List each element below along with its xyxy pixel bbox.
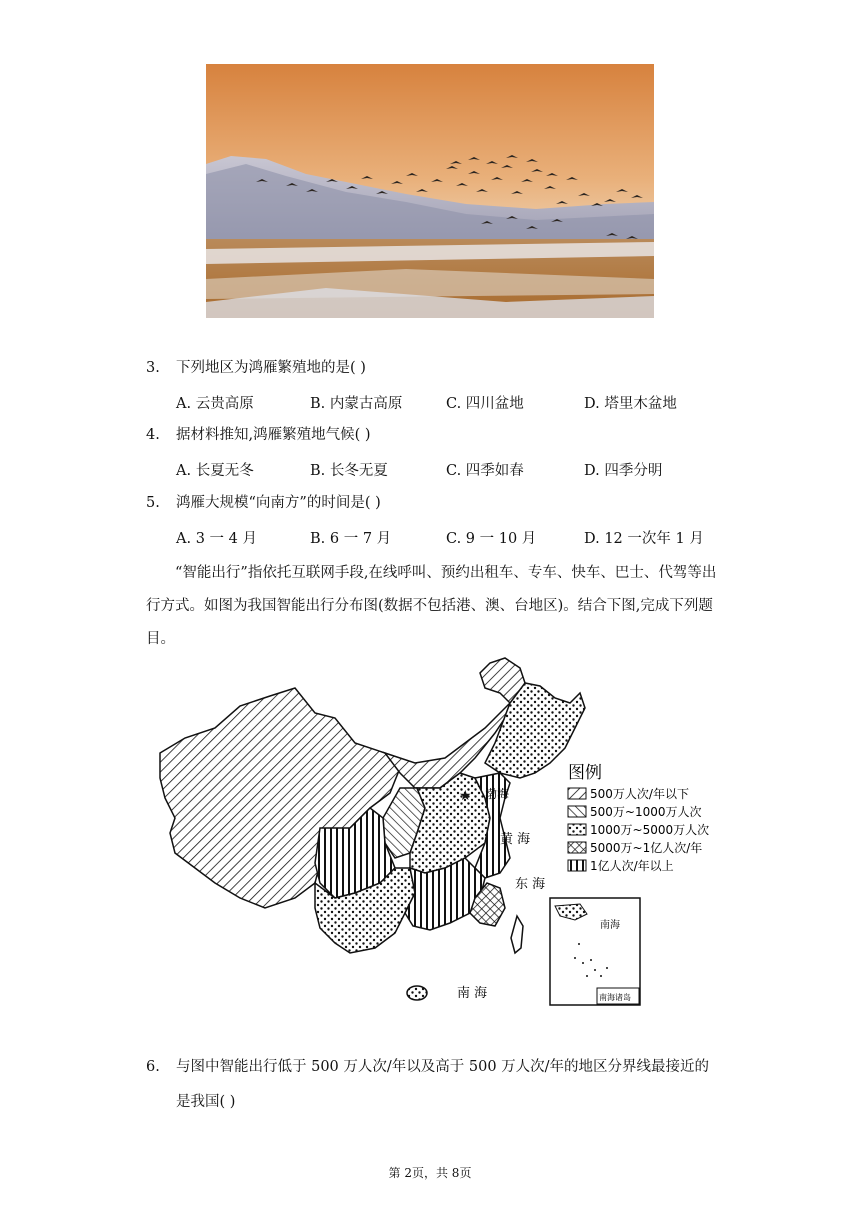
question-text: 下列地区为鸿雁繁殖地的是( )	[176, 360, 366, 376]
option-b: B. 6 一 7 月	[310, 531, 392, 547]
inset-label: 南海诸岛	[599, 993, 631, 1002]
option-b: B. 内蒙古高原	[310, 396, 403, 412]
sea-label-bohai: 渤海	[485, 787, 510, 801]
question-text-continued: 是我国( )	[176, 1094, 236, 1110]
sea-label-huanghai: 黄 海	[500, 832, 531, 847]
question-5	[0, 493, 860, 513]
map-legend	[568, 763, 709, 873]
passage: “智能出行”指依托互联网手段,在线呼叫、预约出租车、专车、快车、巴士、代驾等出行方式。如图为我国智能出行分布图(数据不包括港、澳、台地区)。结合下图,完成下列题目。	[146, 565, 717, 647]
option-c: C. 9 一 10 月	[446, 531, 537, 547]
option-c: C. 四季如春	[446, 463, 524, 479]
question-text: 鸿雁大规模“向南方”的时间是( )	[176, 495, 381, 511]
question-6	[0, 1057, 860, 1077]
option-a: A. 3 一 4 月	[176, 531, 257, 547]
question-6-line2	[0, 1092, 860, 1112]
question-text: 与图中智能出行低于 500 万人次/年以及高于 500 万人次/年的地区分界线最接近的	[176, 1059, 710, 1075]
geese-photo	[206, 64, 654, 318]
sea-label-nanhai: 南 海	[457, 986, 488, 1001]
legend-item-3: 1000万~5000万人次	[590, 823, 710, 837]
question-number: 3.	[146, 360, 160, 376]
option-d: D. 12 一次年 1 月	[584, 531, 704, 547]
region-hainan	[407, 986, 427, 1000]
legend-item-4: 5000万~1亿人次/年	[590, 841, 703, 855]
option-d: D. 塔里木盆地	[584, 396, 677, 412]
question-4	[0, 425, 860, 445]
page-footer: 第 2页，共 8页	[388, 1166, 472, 1180]
star-icon: ★	[459, 788, 472, 804]
legend-item-5: 1亿人次/年以上	[590, 859, 674, 873]
question-number: 6.	[146, 1059, 160, 1075]
question-3-options	[0, 392, 860, 412]
question-3	[0, 358, 860, 378]
legend-item-1: 500万人次/年以下	[590, 787, 689, 801]
inset-sea-label: 南海	[600, 920, 620, 931]
south-china-sea-inset	[550, 898, 640, 1005]
question-text: 据材料推知,鸿雁繁殖地气候( )	[176, 427, 371, 443]
question-number: 4.	[146, 427, 160, 443]
option-c: C. 四川盆地	[446, 396, 524, 412]
region-central	[410, 773, 490, 873]
question-5-options	[0, 527, 860, 547]
china-smart-travel-map	[155, 658, 710, 1010]
question-4-options	[0, 459, 860, 479]
option-d: D. 四季分明	[584, 463, 663, 479]
legend-item-2: 500万~1000万人次	[590, 805, 702, 819]
option-a: A. 云贵高原	[176, 396, 254, 412]
question-number: 5.	[146, 495, 160, 511]
option-a: A. 长夏无冬	[176, 463, 254, 479]
region-taiwan	[511, 916, 523, 953]
sea-label-donghai: 东 海	[515, 877, 546, 892]
option-b: B. 长冬无夏	[310, 463, 388, 479]
legend-title: 图例	[568, 763, 602, 783]
